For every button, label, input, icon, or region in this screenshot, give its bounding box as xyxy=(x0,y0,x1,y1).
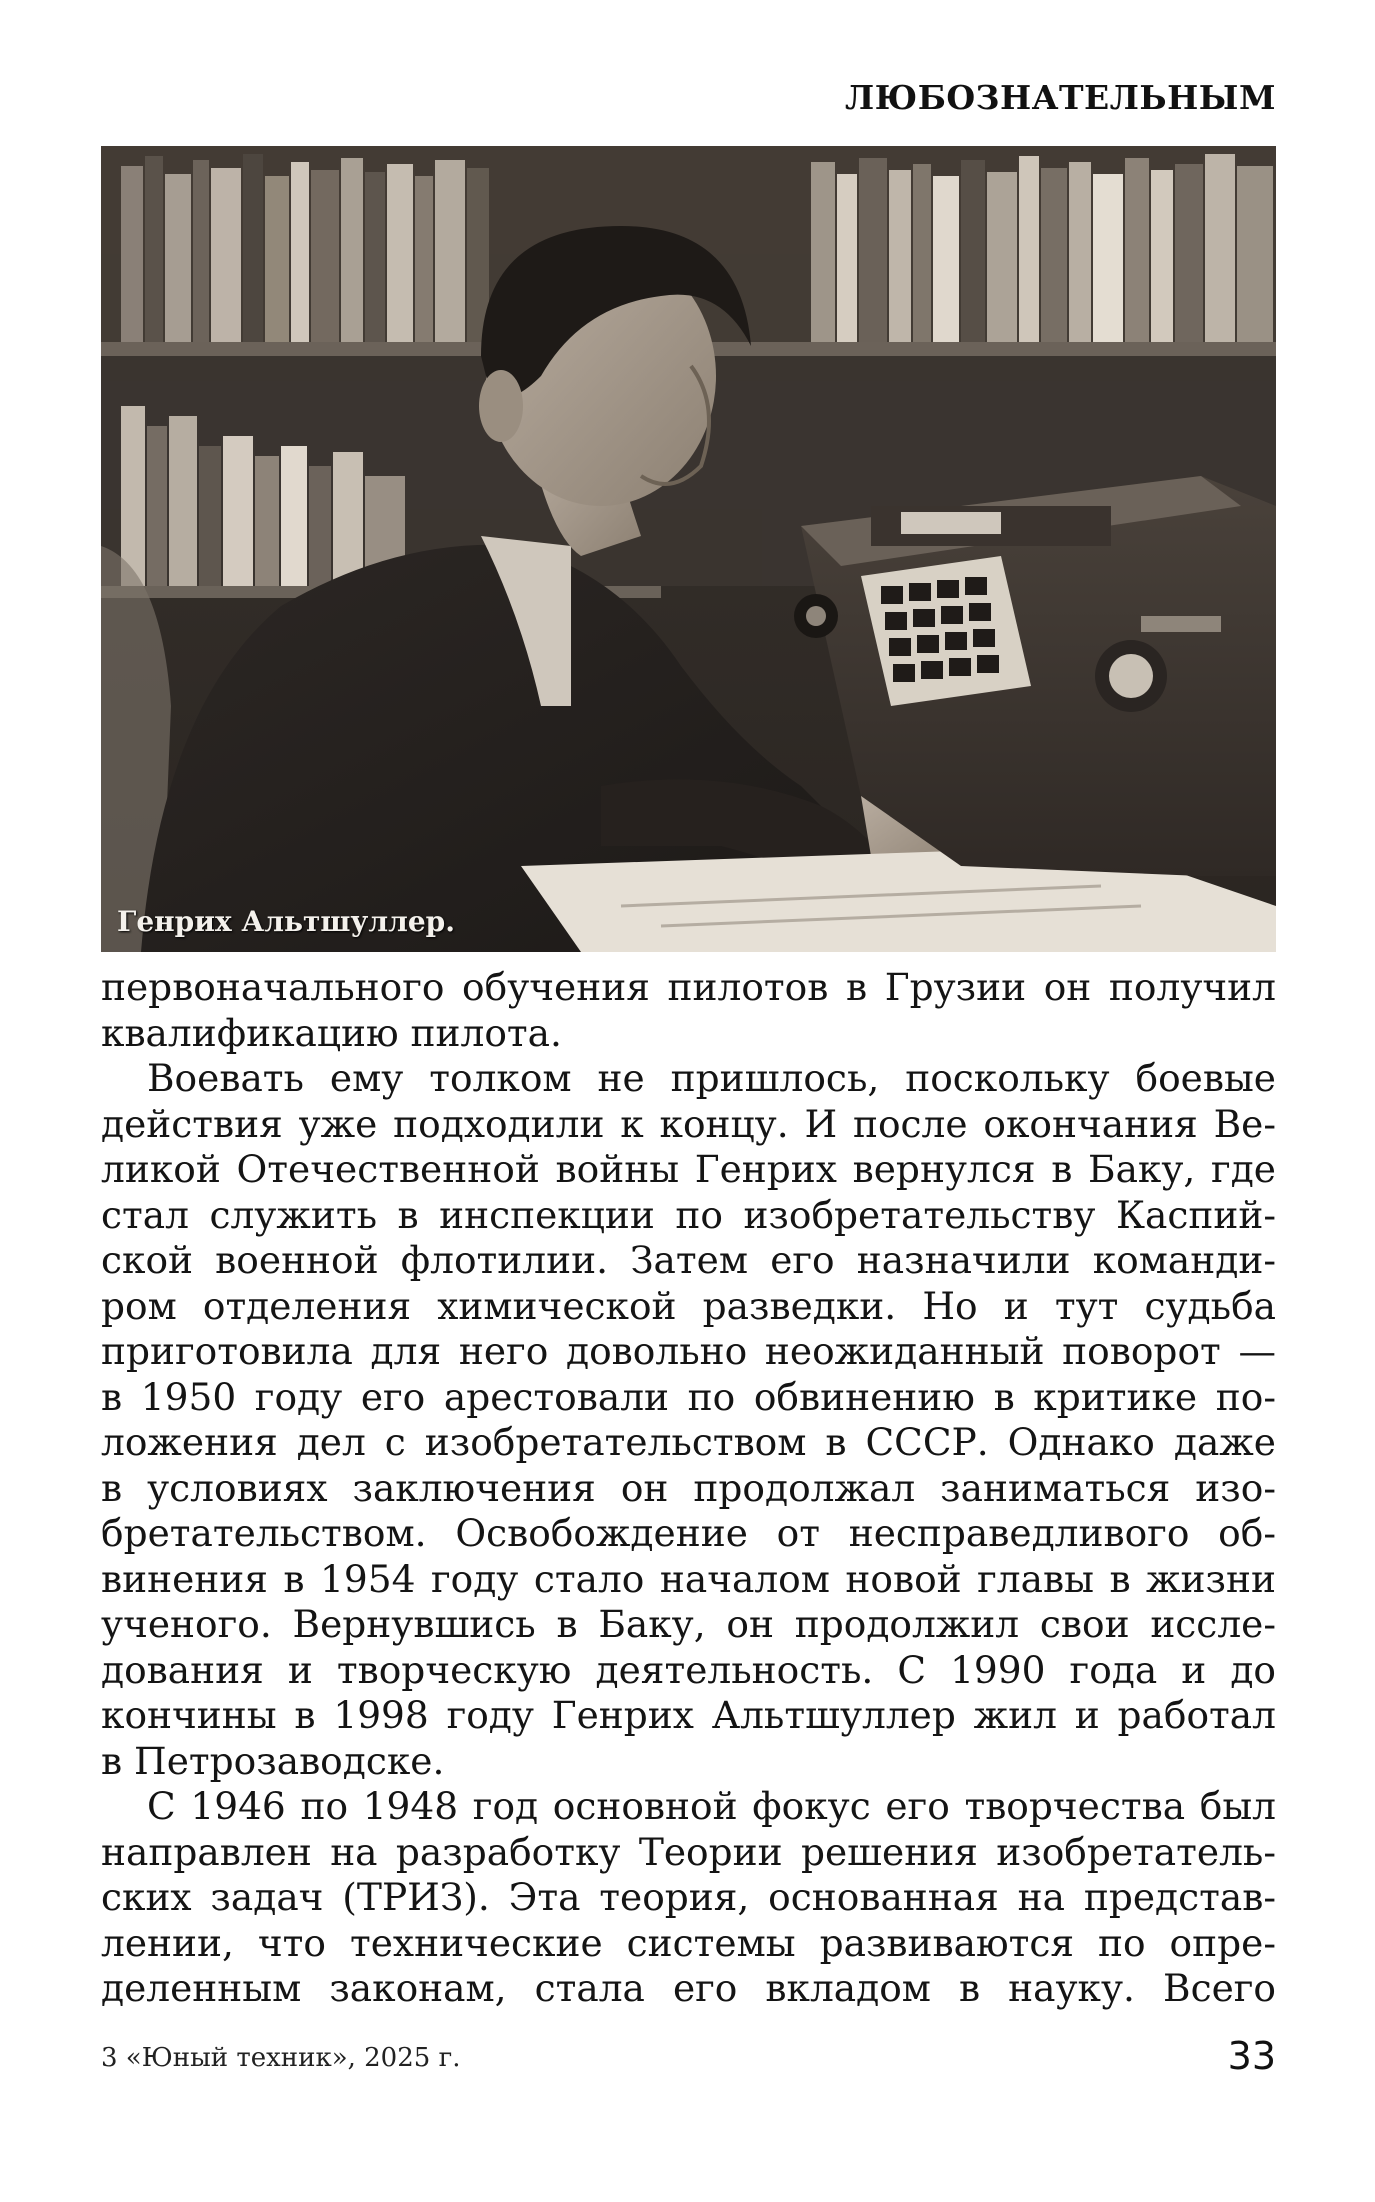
text-line: ских задач (ТРИЗ). Эта теория, основанная на представ- xyxy=(101,1875,1276,1919)
text-line: С 1946 по 1948 год основной фокус его творчества был xyxy=(147,1784,1276,1828)
text-line: ликой Отечественной войны Генрих вернулся в Баку, где xyxy=(101,1147,1276,1191)
text-line: в условиях заключения он продолжал заниматься изо- xyxy=(101,1465,1276,1510)
text-line: деленным законам, стала его вкладом в науку. Всего xyxy=(101,1966,1276,2010)
text-line: Воевать ему толком не пришлось, поскольку боевые xyxy=(147,1056,1276,1100)
text-line: лении, что технические системы развиваются по опре- xyxy=(101,1920,1276,1965)
section-title: ЛЮБОЗНАТЕЛЬНЫМ xyxy=(845,78,1276,117)
text-line: действия уже подходили к концу. И после окончания Ве- xyxy=(101,1101,1276,1146)
text-line: в Петрозаводске. xyxy=(101,1738,445,1783)
photo-portrait xyxy=(101,146,1276,952)
text-line: ученого. Вернувшись в Баку, он продолжил свои иссле- xyxy=(101,1602,1276,1646)
photo-caption: Генрих Альтшуллер. xyxy=(117,905,455,938)
text-line: приготовила для него довольно неожиданный поворот — xyxy=(101,1329,1276,1373)
text-line: ром отделения химической разведки. Но и тут судьба xyxy=(101,1283,1276,1328)
text-line: ской военной флотилии. Затем его назначили команди- xyxy=(101,1238,1276,1282)
text-line: первоначального обучения пилотов в Грузии он получил xyxy=(101,965,1276,1009)
text-line: дования и творческую деятельность. С 1990 года и до xyxy=(101,1647,1276,1692)
text-line: бретательством. Освобождение от несправедливого об- xyxy=(101,1511,1276,1555)
text-line: ложения дел с изобретательством в СССР. Однако даже xyxy=(101,1420,1276,1464)
photo-illustration xyxy=(101,146,1276,952)
text-line: винения в 1954 году стало началом новой главы в жизни xyxy=(101,1556,1276,1601)
page-number: 33 xyxy=(1227,2034,1276,2078)
text-line: стал служить в инспекции по изобретательству Каспий- xyxy=(101,1192,1276,1237)
text-line: квалификацию пилота. xyxy=(101,1010,562,1055)
text-line: кончины в 1998 году Генрих Альтшуллер жил и работал xyxy=(101,1693,1276,1737)
text-line: в 1950 году его арестовали по обвинению в критике по- xyxy=(101,1374,1276,1419)
text-line: направлен на разработку Теории решения изобретатель- xyxy=(101,1829,1276,1874)
issue-info: 3 «Юный техник», 2025 г. xyxy=(101,2043,461,2073)
article-body xyxy=(101,965,1276,2012)
